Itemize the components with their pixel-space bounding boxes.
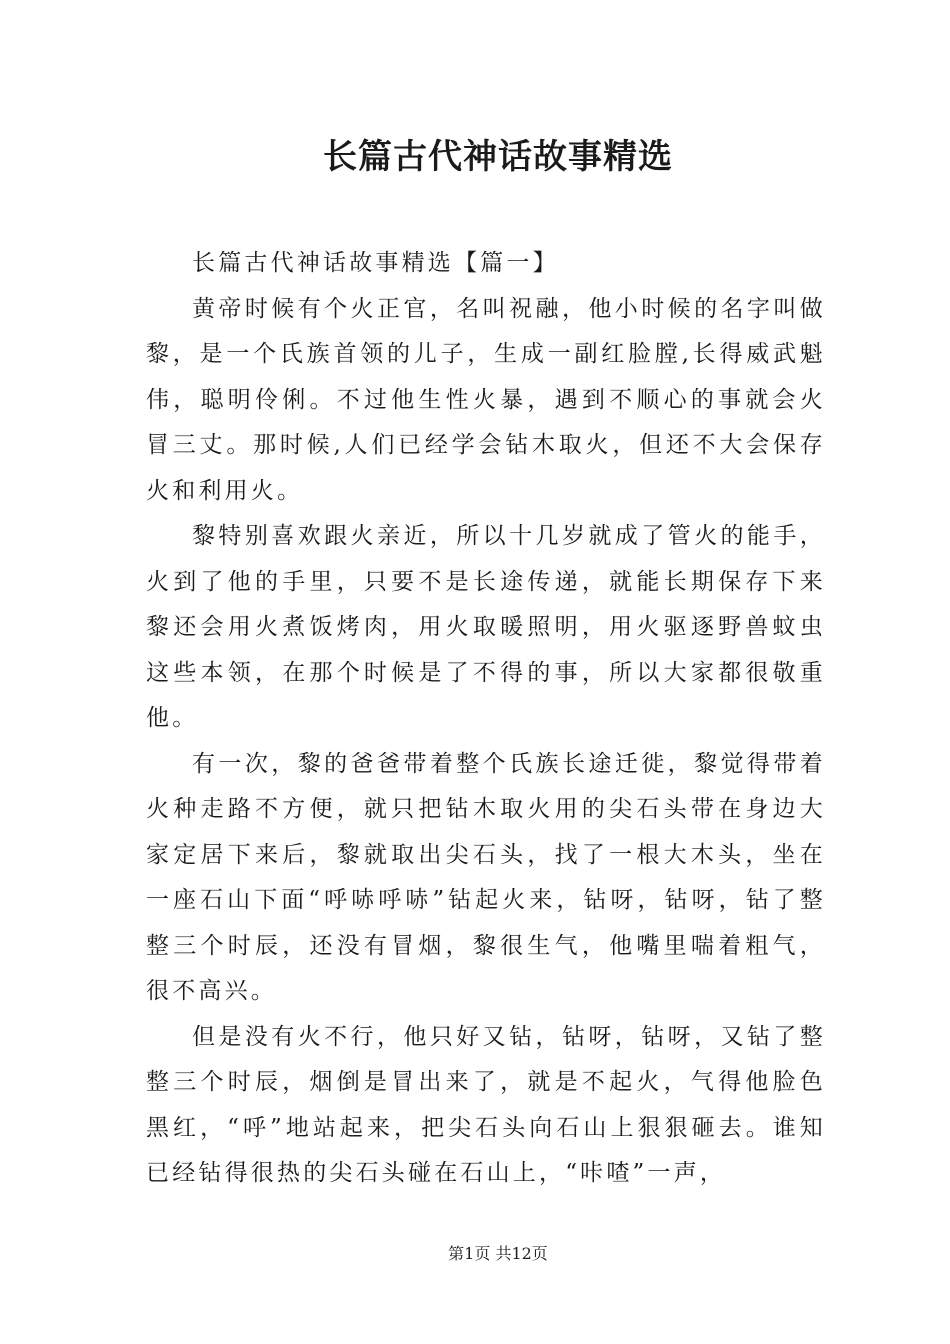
- paragraph: 但是没有火不行，他只好又钻，钻呀，钻呀，又钻了整整三个时辰，烟倒是冒出来了，就是不起火，气得他脸色黑红，“呼”地站起来，把尖石头向石山上狠狠砸去。谁知已经钻得很热的尖石头碰在石山上，“咔喳”一声，: [146, 1023, 826, 1186]
- page-footer: 第1页 共12页: [448, 1244, 548, 1263]
- document-title: 长篇古代神话故事精选: [323, 137, 673, 177]
- paragraph: 有一次，黎的爸爸带着整个氏族长途迁徙，黎觉得带着火种走路不方便，就只把钻木取火用的尖石头带在身边大家定居下来后，黎就取出尖石头，找了一根大木头，坐在一座石山下面“呼哧呼哧”钻起火来，钻呀，钻呀，钻了整整三个时辰，还没有冒烟，黎很生气，他嘴里喘着粗气，很不高兴。: [146, 750, 826, 1004]
- paragraph: 黎特别喜欢跟火亲近，所以十几岁就成了管火的能手，火到了他的手里，只要不是长途传递，就能长期保存下来黎还会用火煮饭烤肉，用火取暖照明，用火驱逐野兽蚊虫这些本领，在那个时候是了不得的事，所以大家都很敬重他。: [146, 523, 826, 731]
- section-heading: 长篇古代神话故事精选【篇一】: [192, 250, 559, 276]
- document-body: [146, 241, 826, 1197]
- paragraph: 黄帝时候有个火正官，名叫祝融，他小时候的名字叫做黎，是一个氏族首领的儿子，生成一副红脸膛,长得威武魁伟，聪明伶俐。不过他生性火暴，遇到不顺心的事就会火冒三丈。那时候,人们已经学会钻木取火，但还不大会保存火和利用火。: [146, 295, 826, 504]
